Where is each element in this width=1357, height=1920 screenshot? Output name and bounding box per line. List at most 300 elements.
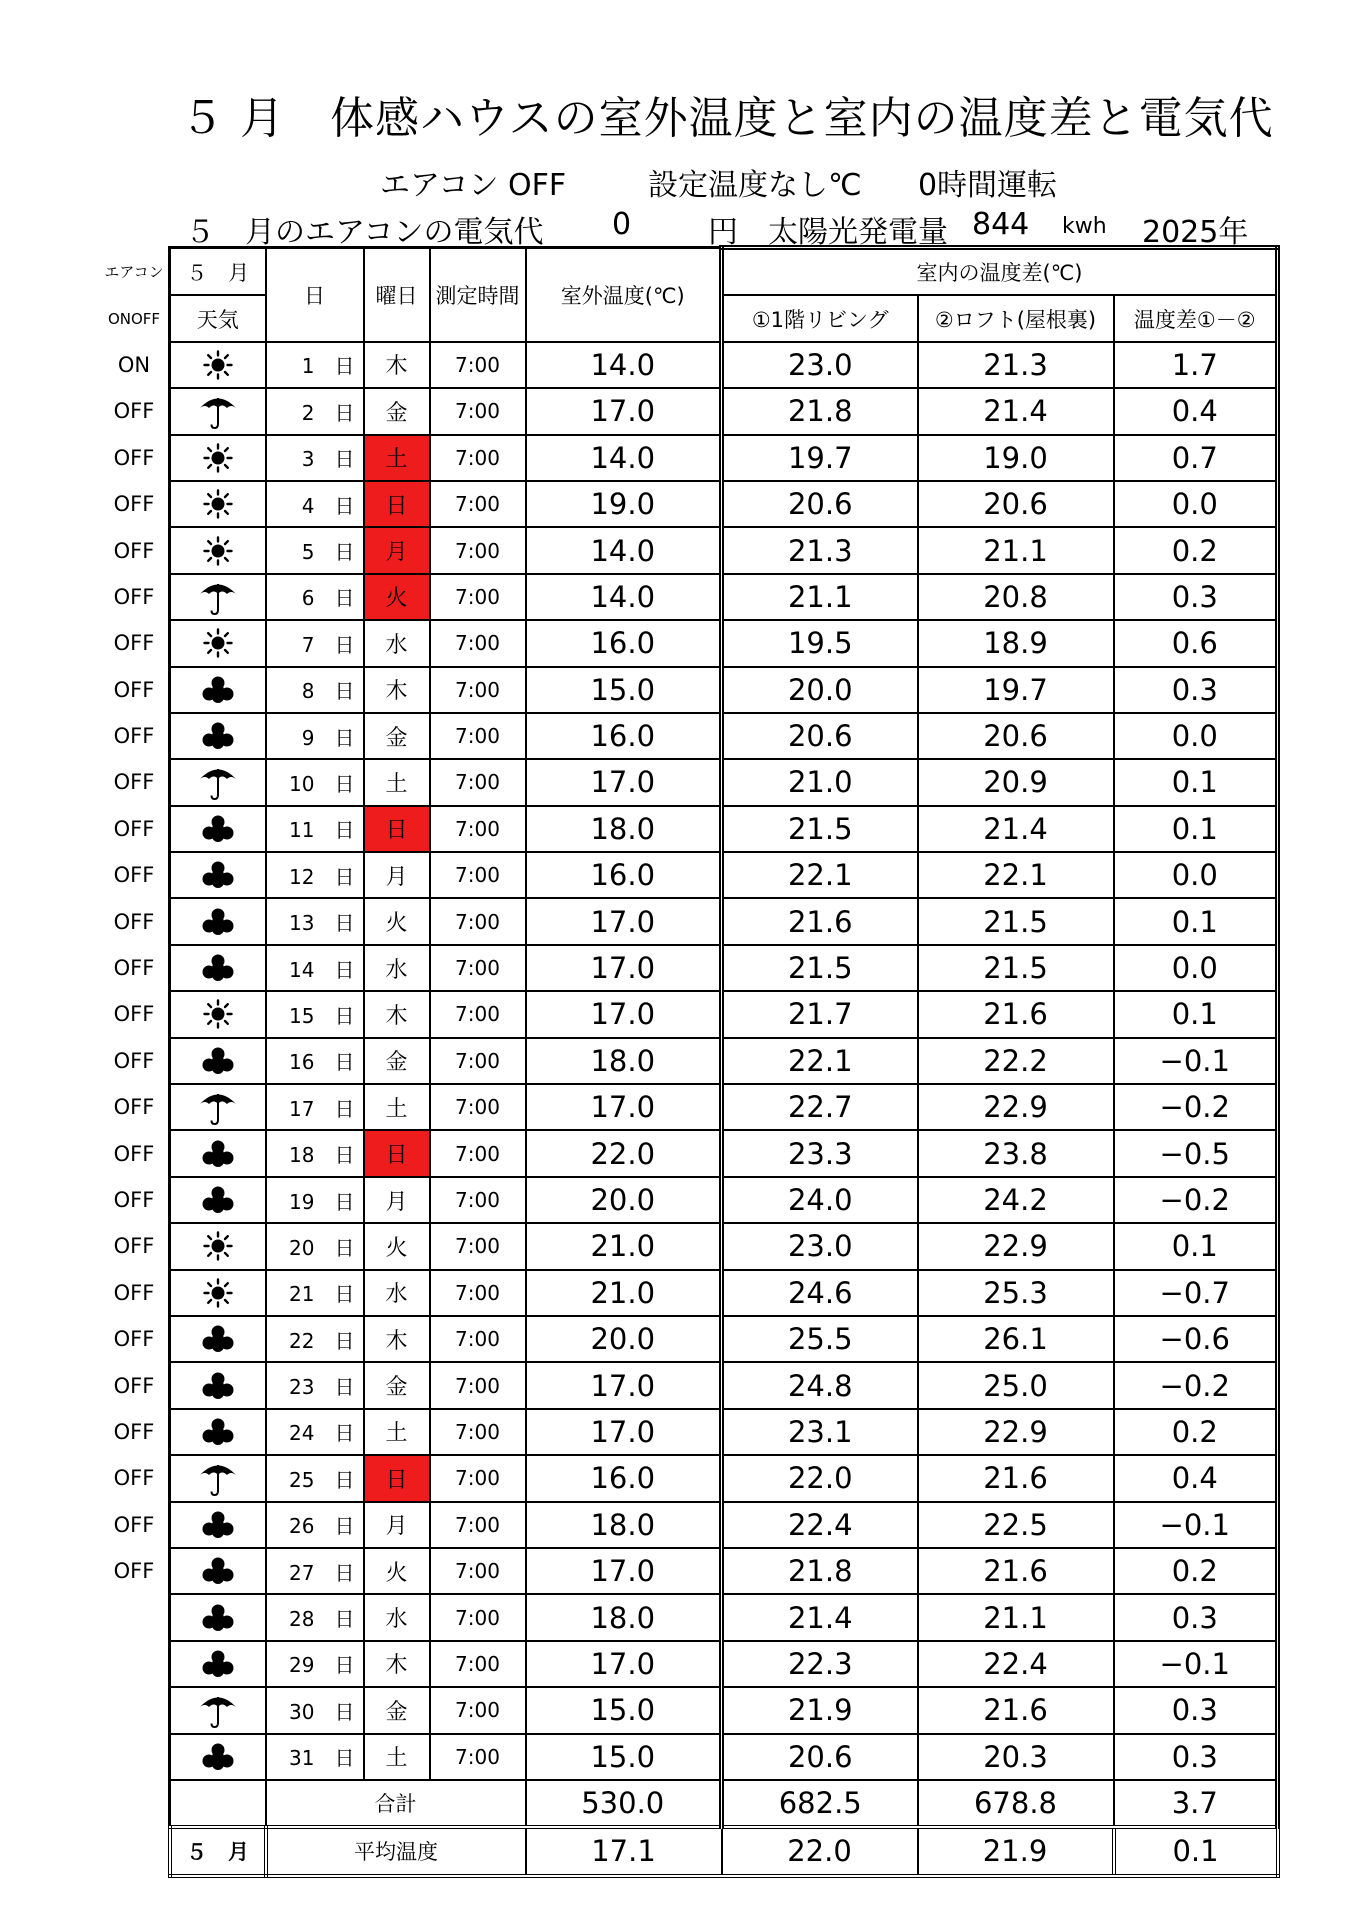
indoor-group-header: 室内の温度差(℃) — [722, 248, 1278, 296]
table-row — [100, 1362, 1278, 1408]
outdoor-cell: 16.0 — [526, 620, 722, 666]
day-unit: 日 — [334, 1560, 355, 1585]
onoff-cell: OFF — [113, 1512, 155, 1537]
weather-cell — [170, 1038, 266, 1084]
day-number: 12 — [289, 864, 315, 889]
onoff-cell — [100, 1687, 170, 1733]
day-cell — [266, 1641, 364, 1687]
diff-cell: 0.4 — [1114, 388, 1278, 434]
dow-cell: 月 — [364, 852, 430, 898]
day-unit: 日 — [334, 1607, 355, 1632]
outdoor-cell: 17.0 — [526, 991, 722, 1037]
dow-cell: 月 — [364, 1177, 430, 1223]
time-cell: 7:00 — [430, 1270, 526, 1316]
loft-cell: 23.8 — [918, 1130, 1114, 1176]
average-month: ５ 月 — [170, 1827, 266, 1875]
day-cell — [266, 852, 364, 898]
time-cell: 7:00 — [430, 1687, 526, 1733]
dow-cell: 木 — [364, 1316, 430, 1362]
cloud-icon — [171, 1185, 265, 1215]
day-unit: 日 — [334, 1653, 355, 1678]
loft-cell: 21.3 — [918, 342, 1114, 388]
onoff-cell: OFF — [113, 1419, 155, 1444]
outdoor-cell: 16.0 — [526, 713, 722, 759]
sun-icon — [171, 1231, 265, 1261]
day-cell — [266, 1270, 364, 1316]
outdoor-header: 室外温度(℃) — [526, 248, 722, 342]
onoff-cell: OFF — [113, 1234, 155, 1259]
day-unit: 日 — [334, 1096, 355, 1121]
diff-cell: −0.1 — [1114, 1641, 1278, 1687]
diff-cell: −0.5 — [1114, 1130, 1278, 1176]
day-number: 23 — [289, 1375, 315, 1400]
weather-cell — [170, 1130, 266, 1176]
cloud-icon — [171, 1742, 265, 1772]
set-temperature: 設定温度なし℃ — [648, 168, 862, 203]
time-cell: 7:00 — [430, 898, 526, 944]
weather-cell — [170, 1594, 266, 1640]
dow-cell: 金 — [364, 1687, 430, 1733]
umbrella-icon — [171, 393, 265, 429]
loft-cell: 18.9 — [918, 620, 1114, 666]
day-unit: 日 — [334, 911, 355, 936]
day-cell — [266, 481, 364, 527]
aircon-header: エアコン — [104, 262, 164, 281]
total-living: 682.5 — [722, 1780, 918, 1827]
day-unit: 日 — [334, 632, 355, 657]
weather-cell — [170, 342, 266, 388]
diff-cell: 0.3 — [1114, 574, 1278, 620]
living-cell: 22.7 — [722, 1084, 918, 1130]
diff-cell: 0.3 — [1114, 1594, 1278, 1640]
umbrella-icon — [171, 764, 265, 800]
dow-cell: 日 — [364, 806, 430, 852]
onoff-cell: OFF — [113, 770, 155, 795]
diff-cell: 0.0 — [1114, 481, 1278, 527]
time-cell: 7:00 — [430, 435, 526, 481]
living-cell: 20.6 — [722, 713, 918, 759]
umbrella-icon — [171, 579, 265, 615]
day-unit: 日 — [334, 1143, 355, 1168]
living-cell: 22.3 — [722, 1641, 918, 1687]
weather-cell — [170, 1548, 266, 1594]
dow-cell: 土 — [364, 759, 430, 805]
table-row — [100, 1641, 1278, 1687]
onoff-cell: OFF — [113, 909, 155, 934]
day-unit: 日 — [334, 679, 355, 704]
onoff-cell: OFF — [113, 816, 155, 841]
weather-cell — [170, 713, 266, 759]
cloud-icon — [171, 953, 265, 983]
diff-cell: 0.2 — [1114, 1548, 1278, 1594]
living-cell: 20.0 — [722, 667, 918, 713]
time-cell: 7:00 — [430, 527, 526, 573]
day-cell — [266, 991, 364, 1037]
weather-cell — [170, 1687, 266, 1733]
table-row — [100, 1270, 1278, 1316]
outdoor-cell: 16.0 — [526, 852, 722, 898]
day-unit: 日 — [334, 540, 355, 565]
time-cell: 7:00 — [430, 806, 526, 852]
time-cell: 7:00 — [430, 1734, 526, 1780]
table-row — [100, 1409, 1278, 1455]
loft-cell: 22.1 — [918, 852, 1114, 898]
diff-cell: 0.1 — [1114, 898, 1278, 944]
loft-cell: 22.2 — [918, 1038, 1114, 1084]
living-cell: 24.6 — [722, 1270, 918, 1316]
table-row — [100, 388, 1278, 434]
day-cell — [266, 620, 364, 666]
diff-cell: 0.1 — [1114, 1223, 1278, 1269]
table-row — [100, 1455, 1278, 1501]
diff-cell: 0.0 — [1114, 852, 1278, 898]
dow-cell: 月 — [364, 1502, 430, 1548]
loft-cell: 21.1 — [918, 527, 1114, 573]
time-cell: 7:00 — [430, 1362, 526, 1408]
day-number: 31 — [289, 1746, 315, 1771]
day-number: 16 — [289, 1050, 315, 1075]
day-unit: 日 — [334, 1189, 355, 1214]
table-row — [100, 1548, 1278, 1594]
day-number: 25 — [289, 1467, 315, 1492]
weather-cell — [170, 759, 266, 805]
sun-icon — [171, 350, 265, 380]
onoff-cell: OFF — [113, 445, 155, 470]
weather-cell — [170, 667, 266, 713]
outdoor-cell: 16.0 — [526, 1455, 722, 1501]
onoff-cell: OFF — [113, 538, 155, 563]
weather-cell — [170, 527, 266, 573]
day-number: 21 — [289, 1282, 315, 1307]
dow-cell: 火 — [364, 1548, 430, 1594]
diff-cell: 0.3 — [1114, 667, 1278, 713]
loft-cell: 22.4 — [918, 1641, 1114, 1687]
cloud-icon — [171, 1510, 265, 1540]
loft-cell: 22.9 — [918, 1223, 1114, 1269]
weather-cell — [170, 481, 266, 527]
day-unit: 日 — [334, 447, 355, 472]
onoff-cell: OFF — [113, 1466, 155, 1491]
cloud-icon — [171, 814, 265, 844]
run-hours: 0時間運転 — [918, 168, 1058, 203]
table-row — [100, 1223, 1278, 1269]
average-diff: 0.1 — [1114, 1827, 1278, 1875]
day-unit: 日 — [334, 1699, 355, 1724]
day-cell — [266, 1316, 364, 1362]
outdoor-cell: 15.0 — [526, 667, 722, 713]
living-cell: 22.1 — [722, 1038, 918, 1084]
loft-cell: 21.4 — [918, 388, 1114, 434]
onoff-cell: OFF — [113, 1048, 155, 1073]
outdoor-cell: 14.0 — [526, 435, 722, 481]
cloud-icon — [171, 1046, 265, 1076]
umbrella-icon — [171, 1089, 265, 1125]
table-row — [100, 1130, 1278, 1176]
solar-label: 太陽光発電量 — [768, 215, 948, 250]
weather-cell — [170, 945, 266, 991]
loft-cell: 19.7 — [918, 667, 1114, 713]
time-cell: 7:00 — [430, 1038, 526, 1084]
sun-icon — [171, 628, 265, 658]
cloud-icon — [171, 907, 265, 937]
loft-cell: 19.0 — [918, 435, 1114, 481]
day-cell — [266, 1455, 364, 1501]
diff-header: 温度差①－② — [1114, 295, 1278, 341]
onoff-cell: OFF — [113, 724, 155, 749]
day-unit: 日 — [334, 1467, 355, 1492]
outdoor-cell: 18.0 — [526, 1594, 722, 1640]
living-cell: 21.3 — [722, 527, 918, 573]
day-number: 7 — [301, 632, 315, 657]
day-unit: 日 — [334, 1003, 355, 1028]
weather-cell — [170, 1316, 266, 1362]
day-unit: 日 — [334, 1282, 355, 1307]
loft-cell: 21.5 — [918, 945, 1114, 991]
dow-cell: 土 — [364, 435, 430, 481]
table-row — [100, 945, 1278, 991]
diff-cell: −0.1 — [1114, 1038, 1278, 1084]
day-number: 13 — [289, 911, 315, 936]
onoff-cell: OFF — [113, 492, 155, 517]
weather-cell — [170, 435, 266, 481]
weather-cell — [170, 1362, 266, 1408]
outdoor-cell: 15.0 — [526, 1734, 722, 1780]
loft-cell: 25.0 — [918, 1362, 1114, 1408]
day-number: 2 — [301, 400, 315, 425]
day-unit: 日 — [334, 586, 355, 611]
weather-cell — [170, 991, 266, 1037]
day-cell — [266, 713, 364, 759]
loft-cell: 26.1 — [918, 1316, 1114, 1362]
loft-header: ②ロフト(屋根裏) — [918, 295, 1114, 341]
day-cell — [266, 759, 364, 805]
time-cell: 7:00 — [430, 945, 526, 991]
diff-cell: 0.2 — [1114, 1409, 1278, 1455]
outdoor-cell: 20.0 — [526, 1177, 722, 1223]
weather-header: 天気 — [170, 295, 266, 341]
living-cell: 24.8 — [722, 1362, 918, 1408]
outdoor-cell: 17.0 — [526, 1362, 722, 1408]
table-row — [100, 1038, 1278, 1084]
diff-cell: 0.1 — [1114, 759, 1278, 805]
sun-icon — [171, 999, 265, 1029]
day-number: 10 — [289, 771, 315, 796]
day-number: 18 — [289, 1143, 315, 1168]
average-label: 平均温度 — [266, 1827, 526, 1875]
day-number: 4 — [301, 493, 315, 518]
cloud-icon — [171, 1603, 265, 1633]
day-header: 日 — [266, 248, 364, 342]
day-number: 30 — [289, 1699, 315, 1724]
day-cell — [266, 806, 364, 852]
year: 2025年 — [1142, 215, 1249, 250]
onoff-cell: OFF — [113, 631, 155, 656]
outdoor-cell: 17.0 — [526, 898, 722, 944]
living-cell: 22.1 — [722, 852, 918, 898]
weather-cell — [170, 806, 266, 852]
month-header: ５ 月 — [170, 248, 266, 296]
living-cell: 21.9 — [722, 1687, 918, 1733]
loft-cell: 22.5 — [918, 1502, 1114, 1548]
day-number: 15 — [289, 1003, 315, 1028]
table-row — [100, 667, 1278, 713]
outdoor-cell: 17.0 — [526, 1641, 722, 1687]
onoff-cell: OFF — [113, 1280, 155, 1305]
living-cell: 21.5 — [722, 806, 918, 852]
sun-icon — [171, 489, 265, 519]
outdoor-cell: 14.0 — [526, 574, 722, 620]
weather-cell — [170, 852, 266, 898]
onoff-cell: OFF — [113, 1559, 155, 1584]
onoff-cell: OFF — [113, 956, 155, 981]
day-unit: 日 — [334, 1235, 355, 1260]
day-cell — [266, 1223, 364, 1269]
diff-cell: −0.1 — [1114, 1502, 1278, 1548]
living-cell: 24.0 — [722, 1177, 918, 1223]
time-cell: 7:00 — [430, 991, 526, 1037]
outdoor-cell: 15.0 — [526, 1687, 722, 1733]
loft-cell: 21.4 — [918, 806, 1114, 852]
onoff-cell: OFF — [113, 1095, 155, 1120]
time-cell: 7:00 — [430, 1409, 526, 1455]
weather-cell — [170, 1502, 266, 1548]
table-row — [100, 1734, 1278, 1780]
day-cell — [266, 435, 364, 481]
day-cell — [266, 1687, 364, 1733]
outdoor-cell: 17.0 — [526, 759, 722, 805]
total-loft: 678.8 — [918, 1780, 1114, 1827]
outdoor-cell: 20.0 — [526, 1316, 722, 1362]
onoff-cell: OFF — [113, 1327, 155, 1352]
time-cell: 7:00 — [430, 1641, 526, 1687]
day-cell — [266, 574, 364, 620]
loft-cell: 20.3 — [918, 1734, 1114, 1780]
day-number: 20 — [289, 1235, 315, 1260]
outdoor-cell: 17.0 — [526, 945, 722, 991]
loft-cell: 20.8 — [918, 574, 1114, 620]
dow-cell: 木 — [364, 991, 430, 1037]
day-cell — [266, 1038, 364, 1084]
kwh-unit: kwh — [1062, 214, 1107, 239]
time-cell: 7:00 — [430, 1502, 526, 1548]
day-number: 17 — [289, 1096, 315, 1121]
living-cell: 23.3 — [722, 1130, 918, 1176]
outdoor-cell: 17.0 — [526, 1084, 722, 1130]
time-cell: 7:00 — [430, 1594, 526, 1640]
umbrella-icon — [171, 1692, 265, 1728]
loft-cell: 21.5 — [918, 898, 1114, 944]
outdoor-cell: 18.0 — [526, 1502, 722, 1548]
time-cell: 7:00 — [430, 574, 526, 620]
day-number: 14 — [289, 957, 315, 982]
outdoor-cell: 18.0 — [526, 1038, 722, 1084]
solar-value: 844 — [972, 207, 1030, 242]
living-cell: 21.4 — [722, 1594, 918, 1640]
onoff-cell: OFF — [113, 1188, 155, 1212]
time-cell: 7:00 — [430, 1455, 526, 1501]
day-cell — [266, 342, 364, 388]
day-unit: 日 — [334, 771, 355, 796]
weather-cell — [170, 620, 266, 666]
table-row — [100, 852, 1278, 898]
average-loft: 21.9 — [918, 1827, 1114, 1875]
living-cell: 21.7 — [722, 991, 918, 1037]
time-cell: 7:00 — [430, 759, 526, 805]
living-cell: 25.5 — [722, 1316, 918, 1362]
dow-cell: 月 — [364, 527, 430, 573]
weather-cell — [170, 574, 266, 620]
day-cell — [266, 527, 364, 573]
cloud-icon — [171, 1556, 265, 1586]
onoff-cell: OFF — [113, 584, 155, 609]
day-number: 26 — [289, 1514, 315, 1539]
day-unit: 日 — [334, 1050, 355, 1075]
living-cell: 22.4 — [722, 1502, 918, 1548]
table-row — [100, 806, 1278, 852]
day-cell — [266, 1548, 364, 1594]
diff-cell: 0.7 — [1114, 435, 1278, 481]
day-unit: 日 — [334, 957, 355, 982]
diff-cell: 1.7 — [1114, 342, 1278, 388]
table-row — [100, 342, 1278, 388]
onoff-cell: OFF — [113, 677, 155, 702]
loft-cell: 24.2 — [918, 1177, 1114, 1223]
dow-cell: 金 — [364, 1038, 430, 1084]
day-cell — [266, 1409, 364, 1455]
day-number: 1 — [301, 354, 315, 379]
time-cell: 7:00 — [430, 388, 526, 434]
diff-cell: 0.0 — [1114, 713, 1278, 759]
time-cell: 7:00 — [430, 342, 526, 388]
sun-icon — [171, 1278, 265, 1308]
dow-cell: 土 — [364, 1084, 430, 1130]
day-unit: 日 — [334, 1375, 355, 1400]
table-row — [100, 620, 1278, 666]
day-unit: 日 — [334, 818, 355, 843]
onoff-cell: ON — [117, 352, 151, 377]
cloud-icon — [171, 1324, 265, 1354]
diff-cell: 0.1 — [1114, 806, 1278, 852]
cloud-icon — [171, 1649, 265, 1679]
diff-cell: 0.1 — [1114, 991, 1278, 1037]
dow-cell: 火 — [364, 1223, 430, 1269]
dow-cell: 日 — [364, 1130, 430, 1176]
diff-cell: 0.2 — [1114, 527, 1278, 573]
diff-cell: −0.2 — [1114, 1177, 1278, 1223]
living-header: ①1階リビング — [722, 295, 918, 341]
living-cell: 21.0 — [722, 759, 918, 805]
cloud-icon — [171, 721, 265, 751]
cloud-icon — [171, 860, 265, 890]
total-label: 合計 — [266, 1780, 526, 1827]
time-cell: 7:00 — [430, 1223, 526, 1269]
outdoor-cell: 21.0 — [526, 1223, 722, 1269]
day-cell — [266, 667, 364, 713]
dow-cell: 土 — [364, 1734, 430, 1780]
day-unit: 日 — [334, 1328, 355, 1353]
aircon-status: エアコン OFF — [380, 168, 567, 203]
day-unit: 日 — [334, 864, 355, 889]
day-unit: 日 — [334, 1421, 355, 1446]
table-row — [100, 1316, 1278, 1362]
day-unit: 日 — [334, 354, 355, 379]
outdoor-cell: 17.0 — [526, 1548, 722, 1594]
table-row — [100, 991, 1278, 1037]
day-number: 19 — [289, 1189, 315, 1214]
living-cell: 21.6 — [722, 898, 918, 944]
table-row — [100, 1594, 1278, 1640]
living-cell: 20.6 — [722, 481, 918, 527]
